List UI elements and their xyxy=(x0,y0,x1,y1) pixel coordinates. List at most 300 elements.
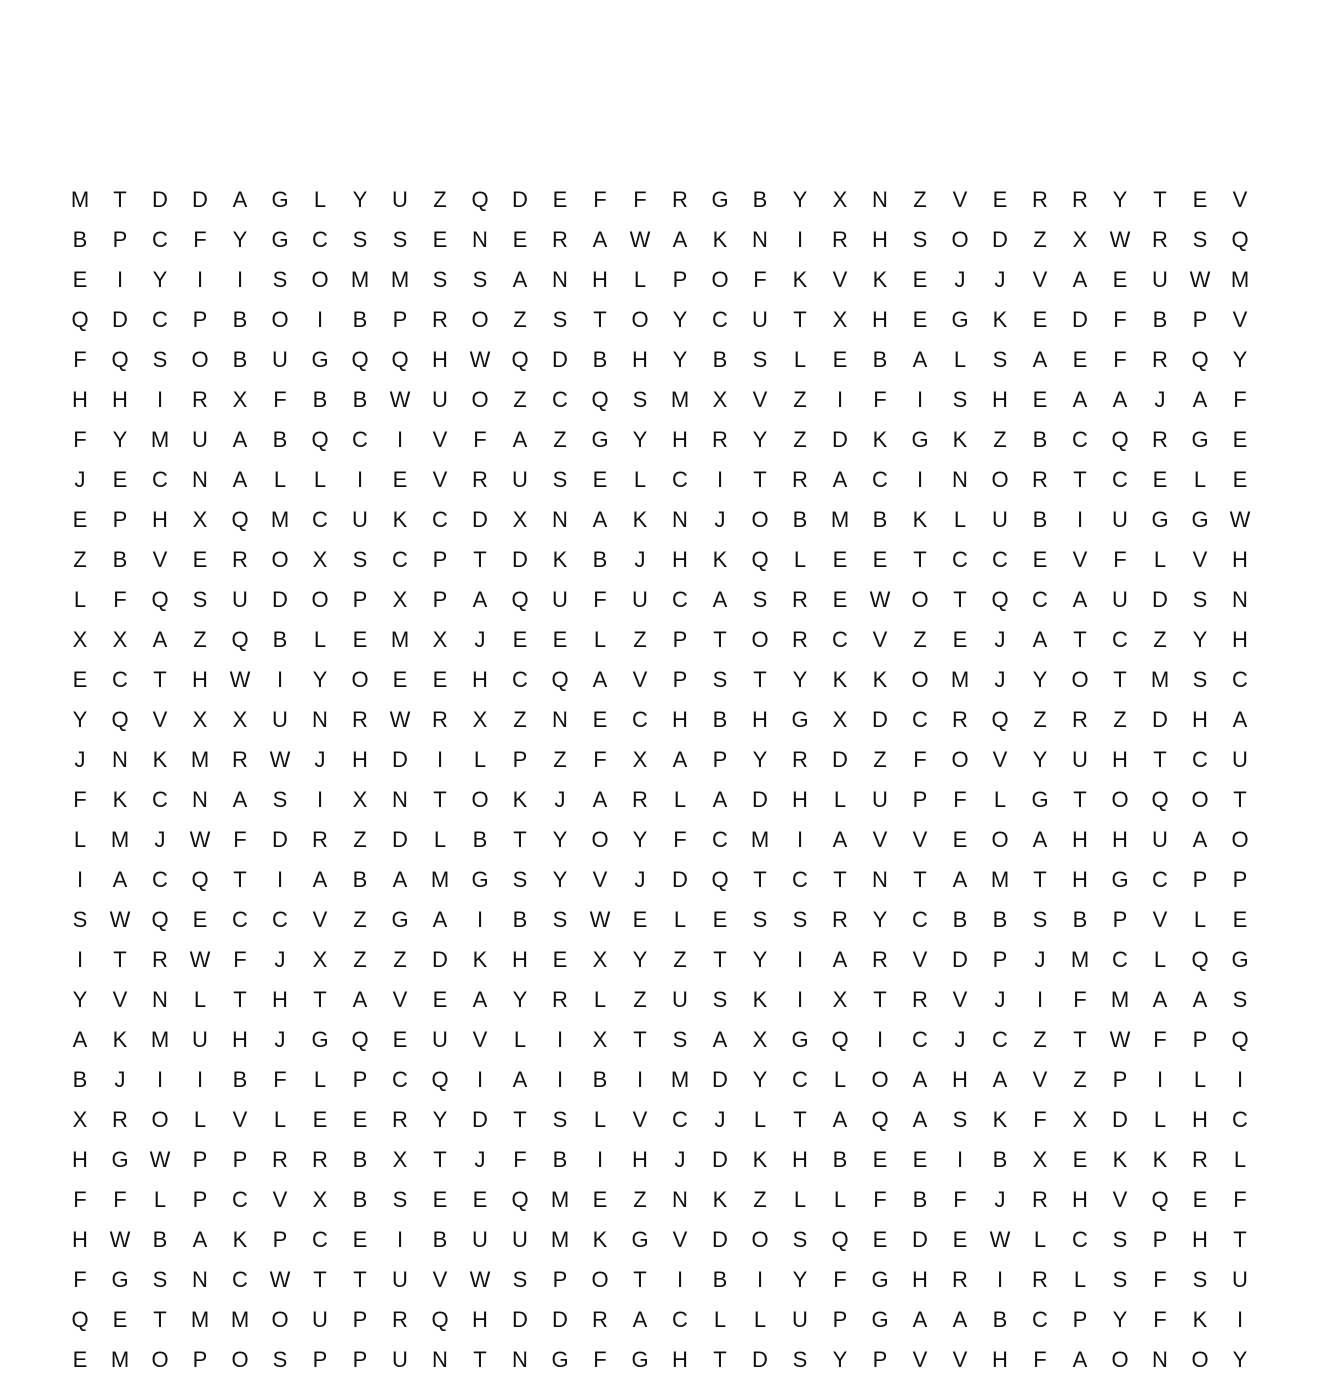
letter-cell[interactable]: A xyxy=(152,627,168,652)
letter-cell[interactable]: R xyxy=(472,467,488,492)
letter-cell[interactable]: T xyxy=(473,547,487,572)
letter-cell[interactable]: B xyxy=(872,347,888,372)
letter-cell[interactable]: T xyxy=(753,667,767,692)
letter-cell[interactable]: P xyxy=(832,1307,848,1332)
letter-cell[interactable]: M xyxy=(750,827,770,852)
letter-cell[interactable]: V xyxy=(432,427,448,452)
letter-cell[interactable]: Z xyxy=(353,827,367,852)
letter-cell[interactable]: O xyxy=(751,1227,769,1252)
letter-cell[interactable]: Y xyxy=(552,867,568,892)
letter-cell[interactable]: T xyxy=(793,1107,807,1132)
letter-cell[interactable]: B xyxy=(992,907,1008,932)
letter-cell[interactable]: V xyxy=(432,1267,448,1292)
letter-cell[interactable]: M xyxy=(830,507,850,532)
letter-cell[interactable]: V xyxy=(912,827,928,852)
letter-cell[interactable]: A xyxy=(912,1067,928,1092)
letter-cell[interactable]: B xyxy=(352,867,368,892)
letter-cell[interactable]: H xyxy=(1192,707,1208,732)
letter-cell[interactable]: M xyxy=(190,1307,210,1332)
letter-cell[interactable]: H xyxy=(672,547,688,572)
letter-cell[interactable]: F xyxy=(633,187,647,212)
letter-cell[interactable]: A xyxy=(1072,587,1088,612)
letter-cell[interactable]: Q xyxy=(1191,347,1209,372)
letter-cell[interactable]: V xyxy=(1032,267,1048,292)
letter-cell[interactable]: U xyxy=(312,1307,328,1332)
letter-cell[interactable]: X xyxy=(432,627,448,652)
letter-cell[interactable]: N xyxy=(672,1187,688,1212)
letter-cell[interactable]: W xyxy=(1109,1027,1131,1052)
letter-cell[interactable]: D xyxy=(712,1227,728,1252)
letter-cell[interactable]: R xyxy=(712,427,728,452)
letter-cell[interactable]: I xyxy=(76,947,84,972)
letter-cell[interactable]: A xyxy=(832,1107,848,1132)
letter-cell[interactable]: H xyxy=(192,667,208,692)
letter-cell[interactable]: E xyxy=(72,667,88,692)
letter-cell[interactable]: A xyxy=(592,227,608,252)
letter-cell[interactable]: C xyxy=(232,1267,248,1292)
letter-cell[interactable]: V xyxy=(912,1347,928,1372)
letter-cell[interactable]: I xyxy=(636,1067,644,1092)
letter-cell[interactable]: S xyxy=(1192,587,1208,612)
letter-cell[interactable]: K xyxy=(552,547,568,572)
letter-cell[interactable]: Q xyxy=(1151,1187,1169,1212)
letter-cell[interactable]: U xyxy=(512,1227,528,1252)
letter-cell[interactable]: I xyxy=(916,467,924,492)
letter-cell[interactable]: F xyxy=(1113,347,1127,372)
letter-cell[interactable]: T xyxy=(1233,787,1247,812)
letter-cell[interactable]: Q xyxy=(511,347,529,372)
letter-cell[interactable]: S xyxy=(912,227,928,252)
letter-cell[interactable]: Q xyxy=(831,1027,849,1052)
letter-cell[interactable]: A xyxy=(672,227,688,252)
letter-cell[interactable]: B xyxy=(472,827,488,852)
letter-cell[interactable]: F xyxy=(273,387,287,412)
letter-cell[interactable]: J xyxy=(474,627,486,652)
letter-cell[interactable]: S xyxy=(472,267,488,292)
letter-cell[interactable]: L xyxy=(73,587,87,612)
letter-cell[interactable]: I xyxy=(236,267,244,292)
letter-cell[interactable]: J xyxy=(274,1027,286,1052)
letter-cell[interactable]: E xyxy=(392,467,408,492)
letter-cell[interactable]: D xyxy=(1152,707,1168,732)
letter-cell[interactable]: Z xyxy=(633,1187,647,1212)
letter-cell[interactable]: K xyxy=(712,1187,728,1212)
letter-cell[interactable]: D xyxy=(832,427,848,452)
letter-cell[interactable]: S xyxy=(1232,987,1248,1012)
letter-cell[interactable]: A xyxy=(392,867,408,892)
letter-cell[interactable]: K xyxy=(792,267,808,292)
letter-cell[interactable]: I xyxy=(116,267,124,292)
letter-cell[interactable]: Y xyxy=(1232,347,1248,372)
letter-cell[interactable]: O xyxy=(951,747,969,772)
letter-cell[interactable]: M xyxy=(390,627,410,652)
letter-cell[interactable]: T xyxy=(633,1027,647,1052)
letter-cell[interactable]: T xyxy=(233,987,247,1012)
letter-cell[interactable]: P xyxy=(512,747,528,772)
letter-cell[interactable]: V xyxy=(1072,547,1088,572)
letter-cell[interactable]: Q xyxy=(1231,227,1249,252)
letter-cell[interactable]: C xyxy=(672,1307,688,1332)
letter-cell[interactable]: X xyxy=(232,707,248,732)
letter-cell[interactable]: Y xyxy=(112,427,128,452)
letter-cell[interactable]: V xyxy=(592,867,608,892)
letter-cell[interactable]: X xyxy=(392,1147,408,1172)
letter-cell[interactable]: R xyxy=(912,987,928,1012)
letter-cell[interactable]: Y xyxy=(672,307,688,332)
letter-cell[interactable]: X xyxy=(752,1027,768,1052)
letter-cell[interactable]: F xyxy=(673,827,687,852)
letter-cell[interactable]: K xyxy=(112,787,128,812)
letter-cell[interactable]: Y xyxy=(72,987,88,1012)
letter-cell[interactable]: R xyxy=(352,707,368,732)
letter-cell[interactable]: Y xyxy=(1112,187,1128,212)
letter-cell[interactable]: A xyxy=(512,267,528,292)
letter-cell[interactable]: N xyxy=(1232,587,1248,612)
letter-cell[interactable]: L xyxy=(273,1107,287,1132)
letter-cell[interactable]: D xyxy=(752,1347,768,1372)
letter-cell[interactable]: H xyxy=(352,747,368,772)
letter-cell[interactable]: E xyxy=(552,947,568,972)
letter-cell[interactable]: R xyxy=(792,627,808,652)
letter-cell[interactable]: Y xyxy=(312,667,328,692)
letter-cell[interactable]: F xyxy=(73,347,87,372)
letter-cell[interactable]: I xyxy=(796,987,804,1012)
letter-cell[interactable]: D xyxy=(1072,307,1088,332)
letter-cell[interactable]: P xyxy=(552,1267,568,1292)
letter-cell[interactable]: D xyxy=(392,827,408,852)
letter-cell[interactable]: Z xyxy=(873,747,887,772)
letter-cell[interactable]: Z xyxy=(1153,627,1167,652)
letter-cell[interactable]: I xyxy=(316,787,324,812)
letter-cell[interactable]: E xyxy=(352,1227,368,1252)
letter-cell[interactable]: E xyxy=(1032,387,1048,412)
letter-cell[interactable]: Y xyxy=(792,1267,808,1292)
letter-cell[interactable]: Y xyxy=(672,347,688,372)
letter-cell[interactable]: T xyxy=(433,1147,447,1172)
letter-cell[interactable]: Y xyxy=(752,427,768,452)
letter-cell[interactable]: V xyxy=(632,1107,648,1132)
letter-cell[interactable]: O xyxy=(471,787,489,812)
letter-cell[interactable]: Y xyxy=(1192,627,1208,652)
letter-cell[interactable]: Q xyxy=(511,587,529,612)
letter-cell[interactable]: P xyxy=(312,1347,328,1372)
letter-cell[interactable]: L xyxy=(1033,1227,1047,1252)
letter-cell[interactable]: H xyxy=(1072,867,1088,892)
letter-cell[interactable]: G xyxy=(911,427,929,452)
letter-cell[interactable]: X xyxy=(192,707,208,732)
letter-cell[interactable]: Y xyxy=(1232,1347,1248,1372)
letter-cell[interactable]: B xyxy=(712,707,728,732)
letter-cell[interactable]: G xyxy=(631,1227,649,1252)
letter-cell[interactable]: S xyxy=(512,1267,528,1292)
letter-cell[interactable]: D xyxy=(712,1147,728,1172)
letter-cell[interactable]: S xyxy=(952,1107,968,1132)
letter-cell[interactable]: L xyxy=(793,347,807,372)
letter-cell[interactable]: O xyxy=(951,227,969,252)
letter-cell[interactable]: U xyxy=(992,507,1008,532)
letter-cell[interactable]: L xyxy=(153,1187,167,1212)
letter-cell[interactable]: H xyxy=(872,307,888,332)
letter-cell[interactable]: D xyxy=(272,587,288,612)
letter-cell[interactable]: U xyxy=(1232,1267,1248,1292)
letter-cell[interactable]: X xyxy=(352,787,368,812)
letter-cell[interactable]: D xyxy=(712,1067,728,1092)
letter-cell[interactable]: V xyxy=(952,1347,968,1372)
letter-cell[interactable]: E xyxy=(472,1187,488,1212)
letter-cell[interactable]: F xyxy=(73,1187,87,1212)
letter-cell[interactable]: I xyxy=(996,1267,1004,1292)
letter-cell[interactable]: S xyxy=(752,907,768,932)
letter-cell[interactable]: K xyxy=(112,1027,128,1052)
letter-cell[interactable]: S xyxy=(152,1267,168,1292)
letter-cell[interactable]: V xyxy=(432,467,448,492)
letter-cell[interactable]: S xyxy=(552,307,568,332)
letter-cell[interactable]: B xyxy=(992,1307,1008,1332)
letter-cell[interactable]: Y xyxy=(1032,667,1048,692)
letter-cell[interactable]: R xyxy=(1072,707,1088,732)
letter-cell[interactable]: H xyxy=(152,507,168,532)
letter-cell[interactable]: E xyxy=(432,1187,448,1212)
letter-cell[interactable]: B xyxy=(1152,307,1168,332)
letter-cell[interactable]: R xyxy=(792,587,808,612)
letter-cell[interactable]: V xyxy=(992,747,1008,772)
letter-cell[interactable]: P xyxy=(432,587,448,612)
letter-cell[interactable]: F xyxy=(593,587,607,612)
letter-cell[interactable]: B xyxy=(352,1187,368,1212)
letter-cell[interactable]: Y xyxy=(632,947,648,972)
letter-cell[interactable]: I xyxy=(196,267,204,292)
letter-cell[interactable]: F xyxy=(953,1187,967,1212)
letter-cell[interactable]: H xyxy=(472,1307,488,1332)
letter-cell[interactable]: S xyxy=(432,267,448,292)
letter-cell[interactable]: B xyxy=(592,347,608,372)
letter-cell[interactable]: L xyxy=(1233,1147,1247,1172)
letter-cell[interactable]: B xyxy=(352,307,368,332)
letter-cell[interactable]: A xyxy=(232,467,248,492)
letter-cell[interactable]: E xyxy=(312,1107,328,1132)
letter-cell[interactable]: J xyxy=(994,667,1006,692)
letter-cell[interactable]: D xyxy=(472,1107,488,1132)
letter-cell[interactable]: S xyxy=(752,587,768,612)
letter-cell[interactable]: T xyxy=(153,1307,167,1332)
letter-cell[interactable]: P xyxy=(1112,907,1128,932)
letter-cell[interactable]: R xyxy=(792,747,808,772)
letter-cell[interactable]: D xyxy=(512,187,528,212)
letter-cell[interactable]: V xyxy=(1032,1067,1048,1092)
letter-cell[interactable]: R xyxy=(312,1147,328,1172)
letter-cell[interactable]: P xyxy=(1192,867,1208,892)
letter-cell[interactable]: I xyxy=(596,1147,604,1172)
letter-cell[interactable]: H xyxy=(952,1067,968,1092)
letter-cell[interactable]: A xyxy=(232,187,248,212)
letter-cell[interactable]: A xyxy=(1192,987,1208,1012)
letter-cell[interactable]: Z xyxy=(1073,1067,1087,1092)
letter-cell[interactable]: V xyxy=(472,1027,488,1052)
letter-cell[interactable]: Z xyxy=(513,307,527,332)
letter-cell[interactable]: V xyxy=(912,947,928,972)
letter-cell[interactable]: I xyxy=(1076,507,1084,532)
letter-cell[interactable]: Q xyxy=(1191,947,1209,972)
letter-cell[interactable]: C xyxy=(312,507,328,532)
letter-cell[interactable]: H xyxy=(432,347,448,372)
letter-cell[interactable]: S xyxy=(1112,1227,1128,1252)
letter-cell[interactable]: B xyxy=(1032,507,1048,532)
letter-cell[interactable]: Y xyxy=(752,1067,768,1092)
letter-cell[interactable]: A xyxy=(352,987,368,1012)
letter-cell[interactable]: M xyxy=(670,1067,690,1092)
letter-cell[interactable]: I xyxy=(556,1067,564,1092)
letter-cell[interactable]: U xyxy=(272,707,288,732)
letter-cell[interactable]: T xyxy=(913,867,927,892)
letter-cell[interactable]: O xyxy=(911,667,929,692)
letter-cell[interactable]: M xyxy=(670,387,690,412)
letter-cell[interactable]: N xyxy=(192,467,208,492)
letter-cell[interactable]: S xyxy=(792,907,808,932)
letter-cell[interactable]: B xyxy=(232,307,248,332)
letter-cell[interactable]: W xyxy=(109,1227,131,1252)
letter-cell[interactable]: T xyxy=(913,547,927,572)
letter-cell[interactable]: C xyxy=(672,1107,688,1132)
letter-cell[interactable]: O xyxy=(151,1347,169,1372)
letter-cell[interactable]: Z xyxy=(793,387,807,412)
letter-cell[interactable]: C xyxy=(232,907,248,932)
letter-cell[interactable]: T xyxy=(233,867,247,892)
letter-cell[interactable]: R xyxy=(232,747,248,772)
letter-cell[interactable]: U xyxy=(1112,507,1128,532)
letter-cell[interactable]: J xyxy=(714,507,726,532)
letter-cell[interactable]: L xyxy=(993,787,1007,812)
letter-cell[interactable]: W xyxy=(389,707,411,732)
letter-cell[interactable]: H xyxy=(672,427,688,452)
letter-cell[interactable]: H xyxy=(872,227,888,252)
letter-cell[interactable]: Z xyxy=(753,1187,767,1212)
letter-cell[interactable]: S xyxy=(632,387,648,412)
letter-cell[interactable]: K xyxy=(752,987,768,1012)
letter-cell[interactable]: L xyxy=(1193,907,1207,932)
letter-cell[interactable]: R xyxy=(312,827,328,852)
letter-cell[interactable]: B xyxy=(72,1067,88,1092)
letter-cell[interactable]: K xyxy=(232,1227,248,1252)
letter-cell[interactable]: W xyxy=(1229,507,1251,532)
letter-cell[interactable]: A xyxy=(1112,387,1128,412)
letter-cell[interactable]: H xyxy=(1112,827,1128,852)
letter-cell[interactable]: N xyxy=(872,867,888,892)
letter-cell[interactable]: N xyxy=(552,267,568,292)
letter-cell[interactable]: P xyxy=(672,667,688,692)
letter-cell[interactable]: L xyxy=(593,627,607,652)
letter-cell[interactable]: P xyxy=(272,1227,288,1252)
letter-cell[interactable]: X xyxy=(72,1107,88,1132)
letter-cell[interactable]: D xyxy=(1152,587,1168,612)
letter-cell[interactable]: E xyxy=(1072,347,1088,372)
letter-cell[interactable]: G xyxy=(311,347,329,372)
letter-cell[interactable]: S xyxy=(152,347,168,372)
letter-cell[interactable]: C xyxy=(272,907,288,932)
letter-cell[interactable]: I xyxy=(956,1147,964,1172)
letter-cell[interactable]: E xyxy=(832,347,848,372)
letter-cell[interactable]: G xyxy=(631,1347,649,1372)
letter-cell[interactable]: I xyxy=(276,667,284,692)
letter-cell[interactable]: B xyxy=(352,1147,368,1172)
letter-cell[interactable]: U xyxy=(392,187,408,212)
letter-cell[interactable]: E xyxy=(432,227,448,252)
letter-cell[interactable]: T xyxy=(753,867,767,892)
letter-cell[interactable]: I xyxy=(476,907,484,932)
letter-cell[interactable]: I xyxy=(716,467,724,492)
letter-cell[interactable]: A xyxy=(672,747,688,772)
letter-cell[interactable]: P xyxy=(192,1347,208,1372)
letter-cell[interactable]: M xyxy=(990,867,1010,892)
letter-cell[interactable]: Y xyxy=(632,427,648,452)
letter-cell[interactable]: X xyxy=(312,947,328,972)
letter-cell[interactable]: I xyxy=(916,387,924,412)
letter-cell[interactable]: O xyxy=(271,547,289,572)
letter-cell[interactable]: S xyxy=(752,347,768,372)
letter-cell[interactable]: E xyxy=(592,467,608,492)
letter-cell[interactable]: T xyxy=(313,1267,327,1292)
letter-cell[interactable]: H xyxy=(632,347,648,372)
letter-cell[interactable]: Y xyxy=(792,187,808,212)
letter-cell[interactable]: G xyxy=(1191,427,1209,452)
letter-cell[interactable]: E xyxy=(1152,467,1168,492)
letter-cell[interactable]: T xyxy=(1073,1027,1087,1052)
letter-cell[interactable]: F xyxy=(1153,1027,1167,1052)
letter-cell[interactable]: N xyxy=(512,1347,528,1372)
letter-cell[interactable]: E xyxy=(112,467,128,492)
letter-cell[interactable]: O xyxy=(1111,1347,1129,1372)
letter-cell[interactable]: E xyxy=(912,307,928,332)
letter-cell[interactable]: B xyxy=(352,387,368,412)
letter-cell[interactable]: H xyxy=(472,667,488,692)
letter-cell[interactable]: R xyxy=(392,1307,408,1332)
letter-cell[interactable]: Q xyxy=(471,187,489,212)
letter-cell[interactable]: G xyxy=(871,1307,889,1332)
letter-cell[interactable]: V xyxy=(672,1227,688,1252)
letter-cell[interactable]: T xyxy=(593,307,607,332)
letter-cell[interactable]: Y xyxy=(152,267,168,292)
letter-cell[interactable]: S xyxy=(392,227,408,252)
letter-cell[interactable]: B xyxy=(1072,907,1088,932)
letter-cell[interactable]: T xyxy=(953,587,967,612)
letter-cell[interactable]: W xyxy=(389,387,411,412)
letter-cell[interactable]: K xyxy=(752,1147,768,1172)
letter-cell[interactable]: Q xyxy=(151,587,169,612)
letter-cell[interactable]: H xyxy=(752,707,768,732)
letter-cell[interactable]: Q xyxy=(511,1187,529,1212)
letter-cell[interactable]: A xyxy=(592,667,608,692)
letter-cell[interactable]: F xyxy=(233,827,247,852)
letter-cell[interactable]: S xyxy=(272,787,288,812)
letter-cell[interactable]: X xyxy=(832,307,848,332)
letter-cell[interactable]: K xyxy=(152,747,168,772)
letter-cell[interactable]: A xyxy=(512,1067,528,1092)
letter-cell[interactable]: E xyxy=(872,1147,888,1172)
letter-cell[interactable]: S xyxy=(1112,1267,1128,1292)
letter-cell[interactable]: L xyxy=(833,787,847,812)
letter-cell[interactable]: X xyxy=(1072,1107,1088,1132)
letter-cell[interactable]: I xyxy=(196,1067,204,1092)
letter-cell[interactable]: R xyxy=(1152,347,1168,372)
letter-cell[interactable]: E xyxy=(552,627,568,652)
letter-cell[interactable]: G xyxy=(791,707,809,732)
letter-cell[interactable]: P xyxy=(1192,307,1208,332)
letter-cell[interactable]: J xyxy=(274,947,286,972)
letter-cell[interactable]: E xyxy=(912,1147,928,1172)
letter-cell[interactable]: K xyxy=(952,427,968,452)
letter-cell[interactable]: B xyxy=(592,547,608,572)
letter-cell[interactable]: P xyxy=(1112,1067,1128,1092)
letter-cell[interactable]: T xyxy=(1073,467,1087,492)
